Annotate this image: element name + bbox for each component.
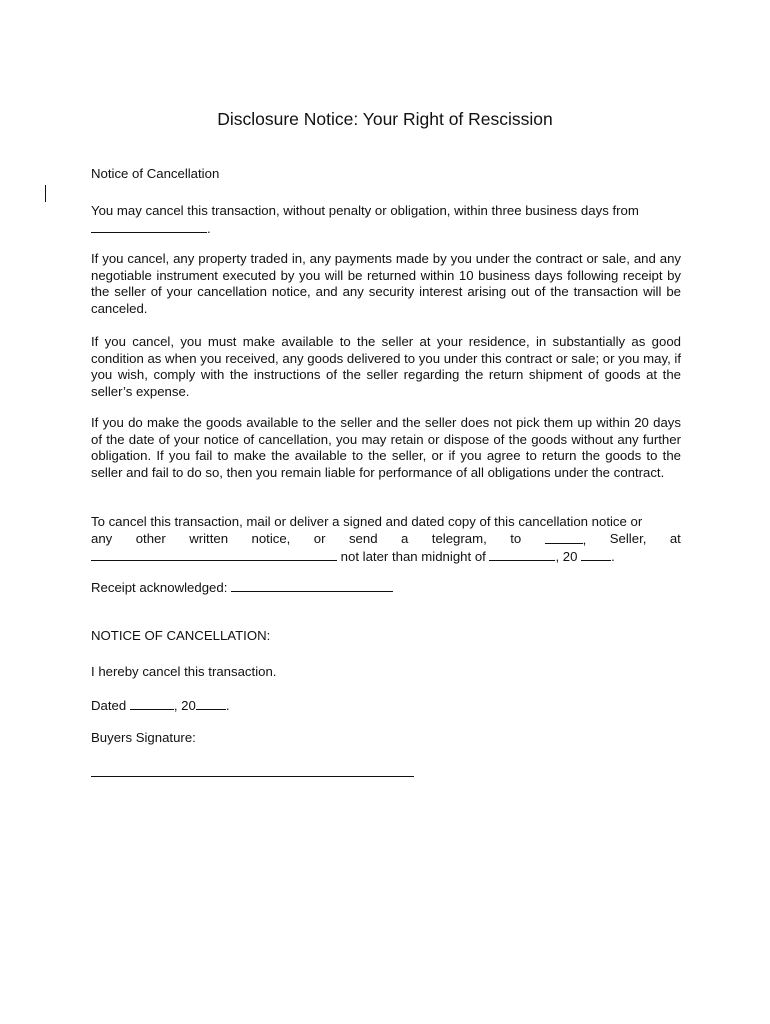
- word: notice,: [251, 530, 291, 546]
- cancel-statement: I hereby cancel this transaction.: [91, 664, 277, 679]
- word: other: [135, 530, 166, 546]
- paragraph-retain-goods: If you do make the goods available to the seller and the seller does not pick them up within 20 days of the date of your notice of cancellation, you may retain or dispose of the goods without any further obligation. If you fail to make the available to the seller, or if you agree to return the goods to the seller and fail to do so, then you remain liable for performance of all obligations under the contract.: [91, 415, 681, 480]
- deadline-year-blank[interactable]: [581, 548, 611, 561]
- word: Seller,: [609, 530, 647, 546]
- cancel-line-2: [91, 531, 681, 549]
- page-title: Disclosure Notice: Your Right of Rescission: [217, 109, 553, 129]
- period: .: [225, 698, 230, 713]
- seller-name-blank[interactable]: [545, 531, 583, 544]
- cancel-line-1: [91, 514, 681, 531]
- dated-year-blank[interactable]: [196, 697, 226, 710]
- word: a: [401, 530, 409, 546]
- word: written: [189, 530, 229, 546]
- date-blank[interactable]: [91, 220, 207, 233]
- intro-paragraph: [91, 203, 681, 237]
- word: or: [313, 530, 326, 546]
- paragraph-how-to-cancel: [91, 514, 681, 566]
- notice-heading: Notice of Cancellation: [91, 166, 220, 181]
- word: to: [510, 530, 522, 546]
- intro-date-line: [91, 220, 681, 238]
- intro-text: You may cancel this transaction, without penalty or obligation, within three business days from: [91, 203, 639, 218]
- dated-line: [91, 697, 681, 715]
- text-cursor: [45, 185, 46, 202]
- paragraph-return-goods: If you cancel, you must make available to the seller at your residence, in substantially as good condition as when you received, any goods delivered to you under this contract or sale; or you may, if you wish, comply with the instructions of the seller regarding the return shipment of goods at the seller’s expense.: [91, 334, 681, 399]
- cancel-line-3: [91, 548, 681, 566]
- comma: ,: [582, 531, 587, 547]
- intro-end: .: [207, 220, 211, 236]
- buyer-signature-line[interactable]: [91, 776, 414, 777]
- word: at: [669, 530, 681, 546]
- seller-name-group: [545, 531, 587, 549]
- receipt-acknowledged: [91, 579, 681, 597]
- signature-label: Buyers Signature:: [91, 730, 196, 745]
- seller-address-blank[interactable]: [91, 548, 337, 561]
- deadline-date-blank[interactable]: [489, 548, 555, 561]
- paragraph-refund: If you cancel, any property traded in, any payments made by you under the contract or sale, and any negotiable instrument executed by you will be returned within 10 business days following receipt by the seller of your cancellation notice, and any security interest arising out of the transaction will be canceled.: [91, 251, 681, 316]
- word: any: [91, 530, 113, 546]
- receipt-signature-blank[interactable]: [231, 579, 393, 592]
- deadline-text: not later than midnight of: [337, 549, 490, 565]
- word: send: [348, 530, 378, 546]
- year-prefix: , 20: [173, 698, 196, 713]
- year-prefix: , 20: [555, 549, 582, 565]
- word: telegram,: [431, 530, 487, 546]
- dated-label: Dated: [91, 698, 130, 713]
- dated-day-blank[interactable]: [130, 697, 174, 710]
- cancel-line-1-text: To cancel this transaction, mail or deliver a signed and dated copy of this cancellation notice or: [91, 514, 643, 529]
- notice-of-cancellation-heading: NOTICE OF CANCELLATION:: [91, 628, 271, 643]
- receipt-label: Receipt acknowledged:: [91, 580, 232, 595]
- period: .: [611, 549, 615, 565]
